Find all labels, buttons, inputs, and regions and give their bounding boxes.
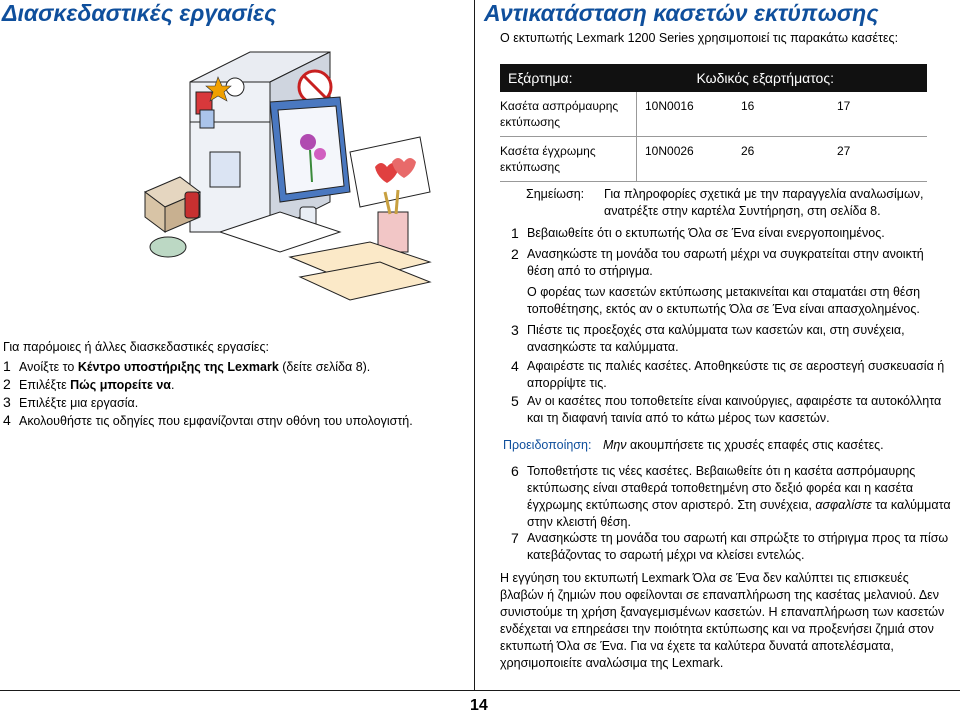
left-section-title: Διασκεδαστικές εργασίες bbox=[2, 0, 277, 26]
footer-rule bbox=[0, 690, 960, 691]
left-intro-text: Για παρόμοιες ή άλλες διασκεδαστικές εργασίες: bbox=[3, 340, 269, 354]
step-number: 1 bbox=[3, 358, 11, 374]
step-text: Επιλέξτε bbox=[19, 378, 71, 392]
cd-disc bbox=[150, 237, 186, 257]
step-text-end: τα καλύμματα στην κλειστή θέση. bbox=[527, 498, 951, 529]
warning-emphasis: Μην bbox=[602, 438, 627, 452]
hearts-card bbox=[350, 137, 430, 207]
table-cell-code: 10N0026 bbox=[637, 137, 734, 182]
warning-text: ακουμπήσετε τις χρυσές επαφές στις κασέτες. bbox=[626, 438, 884, 452]
left-steps-list bbox=[3, 358, 448, 430]
warranty-paragraph: Η εγγύηση του εκτυπωτή Lexmark Όλα σε Ένα δεν καλύπτει τις επισκευές βλαβών ή ζημιών που οφείλονται σε επαναπλήρωση της κασέτας μελανιού. Δεν συνιστούμε τη χρήση ξαναγεμισμένων κασετών. Η επαναπλήρωση των κασετών ενδέχεται να επηρεάσει την ποιότητα εκτύπωσης και να προξενήσει ζημιά στον εκτυπωτή Όλα σε Ένα. Για να έχετε τα καλύτερα δυνατά αποτελέσματα, χρησιμοποιείτε αναλώσιμα της Lexmark. bbox=[500, 571, 945, 670]
right-step-6: 6 Τοποθετήστε τις νέες κασέτες. Βεβαιωθείτε ότι η κασέτα ασπρόμαυρης εκτύπωσης είναι σταθερά τοποθετημένη στο δεξιό φορέα και η κασέτα έγχρωμης εκτύπωσης στον αριστερό. Στη συνέχεια, ασφαλίστε τα καλύμματα στην κλειστή θέση. bbox=[511, 463, 951, 529]
step-text-end: (δείτε σελίδα 8). bbox=[278, 360, 371, 374]
step-emphasis: ασφαλίστε bbox=[815, 498, 872, 512]
table-cell-code: 10N0016 bbox=[637, 92, 734, 137]
step-number: 4 bbox=[3, 412, 11, 428]
table-header-code: Κωδικός εξαρτήματος: bbox=[637, 64, 928, 92]
framed-flower-picture bbox=[270, 97, 350, 202]
step-text: Πιέστε τις προεξοχές στα καλύμματα των κασετών και, στη συνέχεια, ανασηκώστε τα καλύμματα. bbox=[527, 323, 905, 354]
right-step-3: 3 Πιέστε τις προεξοχές στα καλύμματα των κασετών και, στη συνέχεια, ανασηκώστε τα καλύμματα. bbox=[511, 322, 905, 354]
step-text: Αν οι κασέτες που τοποθετείτε είναι καινούργιες, αφαιρέστε τα αυτοκόλλητα και τη διαφανή ταινία από το κάτω μέρος των κασετών. bbox=[527, 394, 942, 425]
table-header-row bbox=[500, 64, 927, 92]
table-row bbox=[500, 137, 927, 182]
step-text: Αφαιρέστε τις παλιές κασέτες. Αποθηκεύστε τις σε αεροστεγή συσκευασία ή απορρίψτε τις. bbox=[527, 359, 945, 390]
right-step-4: 4 Αφαιρέστε τις παλιές κασέτες. Αποθηκεύστε τις σε αεροστεγή συσκευασία ή απορρίψτε τις. bbox=[511, 358, 945, 390]
step-bold-text: Κέντρο υποστήριξης της Lexmark bbox=[77, 360, 279, 374]
left-step-4 bbox=[3, 412, 448, 430]
table-header-part: Εξάρτημα: bbox=[500, 64, 637, 92]
table-cell-code-a: 16 bbox=[733, 92, 829, 137]
cartridge-table bbox=[500, 64, 927, 182]
step-text: Ανασηκώστε τη μονάδα του σαρωτή μέχρι να συγκρατείται στην ανοικτή θέση από το στήριγμα. bbox=[527, 247, 924, 278]
crafts-illustration bbox=[140, 42, 440, 312]
step-text: Ακολουθήστε τις οδηγίες που εμφανίζονται στην οθόνη του υπολογιστή. bbox=[19, 414, 413, 428]
step-text-end: . bbox=[170, 378, 175, 392]
step-text: Ανοίξτε το bbox=[19, 360, 78, 374]
left-step-3 bbox=[3, 394, 448, 412]
right-step-2: 2 Ανασηκώστε τη μονάδα του σαρωτή μέχρι να συγκρατείται στην ανοικτή θέση από το στήριγμα. bbox=[511, 246, 924, 278]
step-number: 3 bbox=[3, 394, 11, 410]
step-number: 2 bbox=[3, 376, 11, 392]
page-number: 14 bbox=[470, 697, 488, 714]
step-text: Τοποθετήστε τις νέες κασέτες. Βεβαιωθείτε ότι η κασέτα ασπρόμαυρης εκτύπωσης είναι σταθερά τοποθετημένη στο δεξιό φορέα και η κασέτα έγχρωμης εκτύπωσης στον αριστερό. Στη συνέχεια, bbox=[527, 464, 916, 512]
step-text: Βεβαιωθείτε ότι ο εκτυπωτής Όλα σε Ένα είναι ενεργοποιημένος. bbox=[527, 226, 885, 240]
right-step-7: 7 Ανασηκώστε τη μονάδα του σαρωτή και σπρώξτε το στήριγμα προς τα πίσω κατεβάζοντας το σαρωτή μέχρι να κλείσει εντελώς. bbox=[511, 530, 949, 562]
warning-block bbox=[503, 437, 943, 454]
left-step-2 bbox=[3, 376, 448, 394]
column-divider bbox=[474, 0, 475, 690]
right-step-1: 1 Βεβαιωθείτε ότι ο εκτυπωτής Όλα σε Ένα είναι ενεργοποιημένος. bbox=[511, 225, 885, 241]
right-step-5: 5 Αν οι κασέτες που τοποθετείτε είναι καινούργιες, αφαιρέστε τα αυτοκόλλητα και τη διαφανή ταινία από το κάτω μέρος των κασετών. bbox=[511, 393, 942, 425]
left-step-1 bbox=[3, 358, 448, 376]
right-section-title: Αντικατάσταση κασετών εκτύπωσης bbox=[484, 0, 879, 26]
step-text: Επιλέξτε μια εργασία. bbox=[19, 396, 139, 410]
note-text: Για πληροφορίες σχετικά με την παραγγελία αναλωσίμων, ανατρέξτε στην καρτέλα Συντήρηση, στη σελίδα 8. bbox=[604, 187, 924, 218]
table-row bbox=[500, 92, 927, 137]
table-cell-part: Κασέτα ασπρόμαυρης εκτύπωσης bbox=[500, 92, 637, 137]
table-cell-code-a: 26 bbox=[733, 137, 829, 182]
table-cell-code-b: 17 bbox=[829, 92, 927, 137]
warning-label: Προειδοποίηση: bbox=[503, 438, 592, 452]
step-text: Ανασηκώστε τη μονάδα του σαρωτή και σπρώξτε το στήριγμα προς τα πίσω κατεβάζοντας το σαρωτή μέχρι να κλείσει εντελώς. bbox=[527, 531, 949, 562]
step-bold-text: Πώς μπορείτε να bbox=[70, 378, 171, 392]
jam-jar bbox=[185, 192, 199, 218]
step-2-note: Ο φορέας των κασετών εκτύπωσης μετακινείται και σταματάει στη θέση τοποθέτησης, εκτός αν ο εκτυπωτής Όλα σε Ένα είναι απασχολημένος. bbox=[527, 285, 921, 316]
table-cell-code-b: 27 bbox=[829, 137, 927, 182]
table-cell-part: Κασέτα έγχρωμης εκτύπωσης bbox=[500, 137, 637, 182]
right-intro-text: Ο εκτυπωτής Lexmark 1200 Series χρησιμοποιεί τις παρακάτω κασέτες: bbox=[500, 31, 899, 45]
note-label: Σημείωση: bbox=[526, 187, 585, 201]
